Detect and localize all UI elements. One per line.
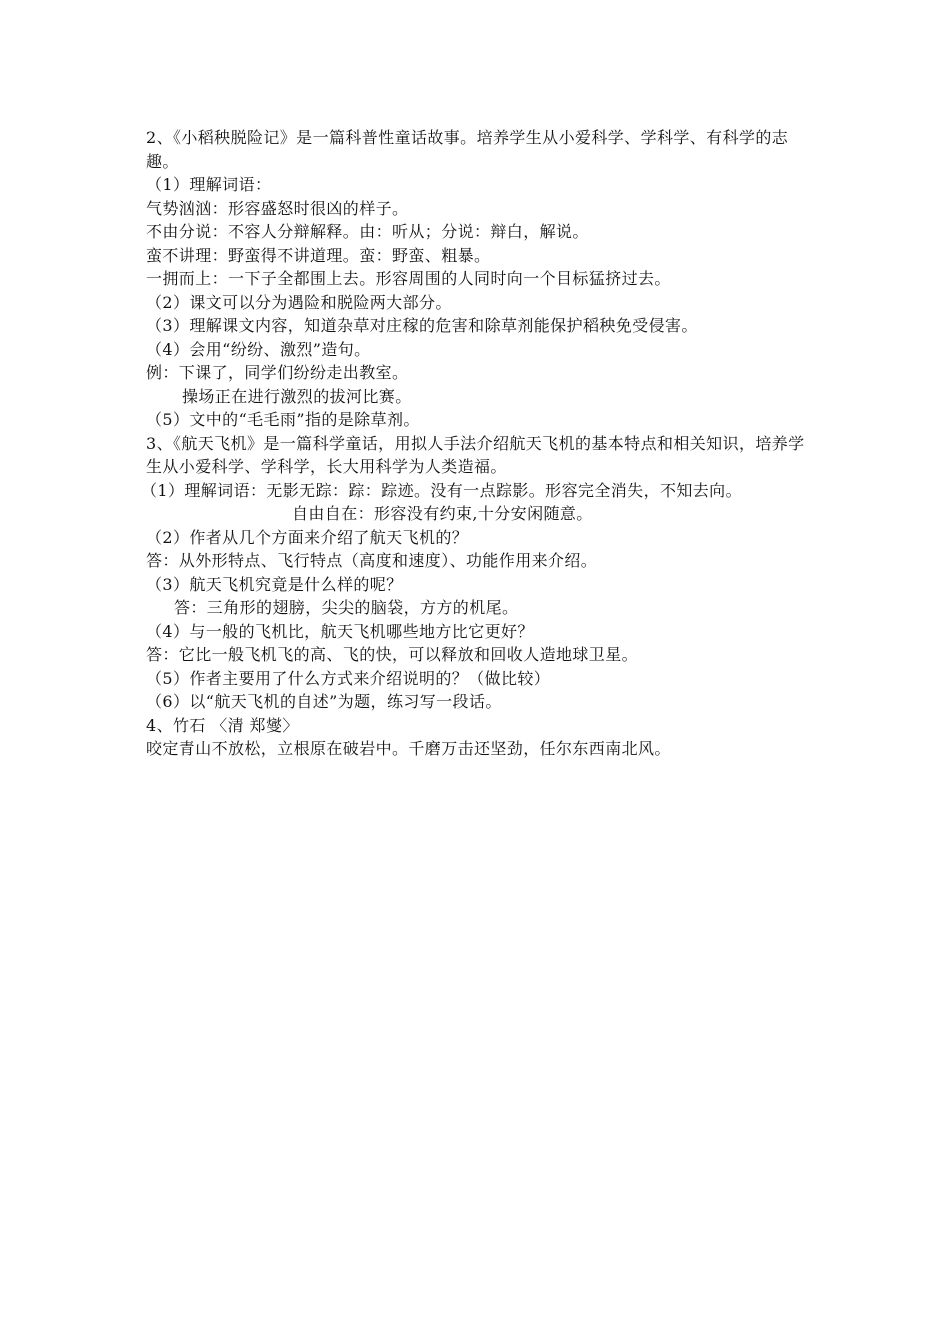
section-2-q5: （5）文中的“毛毛雨”指的是除草剂。	[146, 410, 420, 429]
vocab-qishi-xiongxiong: 气势汹汹：形容盛怒时很凶的样子。	[146, 198, 409, 218]
section-3-q3: （3）航天飞机究竟是什么样的呢？	[146, 574, 403, 594]
section-2-q4: （4）会用“纷纷、激烈”造句。	[146, 339, 371, 359]
section-3-q4: （4）与一般的飞机比，航天飞机哪些地方比它更好？	[146, 621, 534, 641]
example-sentence-1: 例：下课了，同学们纷纷走出教室。	[146, 363, 409, 382]
section-2-intro: 2、《小稻秧脱险记》是一篇科普性童话故事。培养学生从小爱科学、学科学、有科学的志趣。	[146, 128, 789, 171]
section-3-q2: （2）作者从几个方面来介绍了航天飞机的？	[146, 527, 469, 547]
section-3-q1-vocab: （1）理解词语：无影无踪：踪：踪迹。没有一点踪影。形容完全消失，不知去向。	[141, 480, 742, 500]
section-3-a3: 答：三角形的翅膀，尖尖的脑袋，方方的机尾。	[174, 598, 519, 617]
example-sentence-2: 操场正在进行激烈的拔河比赛。	[182, 386, 412, 406]
vocab-yiyong-ershang: 一拥而上：一下子全都围上去。形容周围的人同时向一个目标猛挤过去。	[146, 269, 671, 288]
section-4-poem-title: 4、竹石 〈清 郑燮〉	[146, 715, 299, 735]
section-3-q6: （6）以“航天飞机的自述”为题，练习写一段话。	[146, 692, 502, 711]
vocab-manbu-jiangli: 蛮不讲理：野蛮得不讲道理。蛮：野蛮、粗暴。	[146, 245, 491, 265]
vocab-ziyou-zizai: 自由自在：形容没有约束,十分安闲随意。	[292, 504, 593, 523]
section-3-q5: （5）作者主要用了什么方式来介绍说明的？（做比较）	[146, 668, 551, 688]
section-2-q3: （3）理解课文内容，知道杂草对庄稼的危害和除草剂能保护稻秧免受侵害。	[146, 316, 698, 335]
section-2-q2: （2）课文可以分为遇险和脱险两大部分。	[146, 292, 452, 312]
section-4-poem-text: 咬定青山不放松，立根原在破岩中。千磨万击还坚劲，任尔东西南北风。	[146, 739, 671, 758]
section-3-intro: 3、《航天飞机》是一篇科学童话，用拟人手法介绍航天飞机的基本特点和相关知识，培养学生从小爱科学、学科学，长大用科学为人类造福。	[146, 433, 805, 476]
section-3-a2: 答：从外形特点、飞行特点（高度和速度）、功能作用来介绍。	[146, 551, 598, 570]
section-3-a4: 答：它比一般飞机飞的高、飞的快，可以释放和回收人造地球卫星。	[146, 645, 639, 664]
vocab-buyou-fenshuo: 不由分说：不容人分辩解释。由：听从；分说：辩白，解说。	[146, 222, 589, 241]
document-page	[141, 126, 816, 761]
section-2-q1-heading: （1）理解词语：	[146, 175, 272, 194]
